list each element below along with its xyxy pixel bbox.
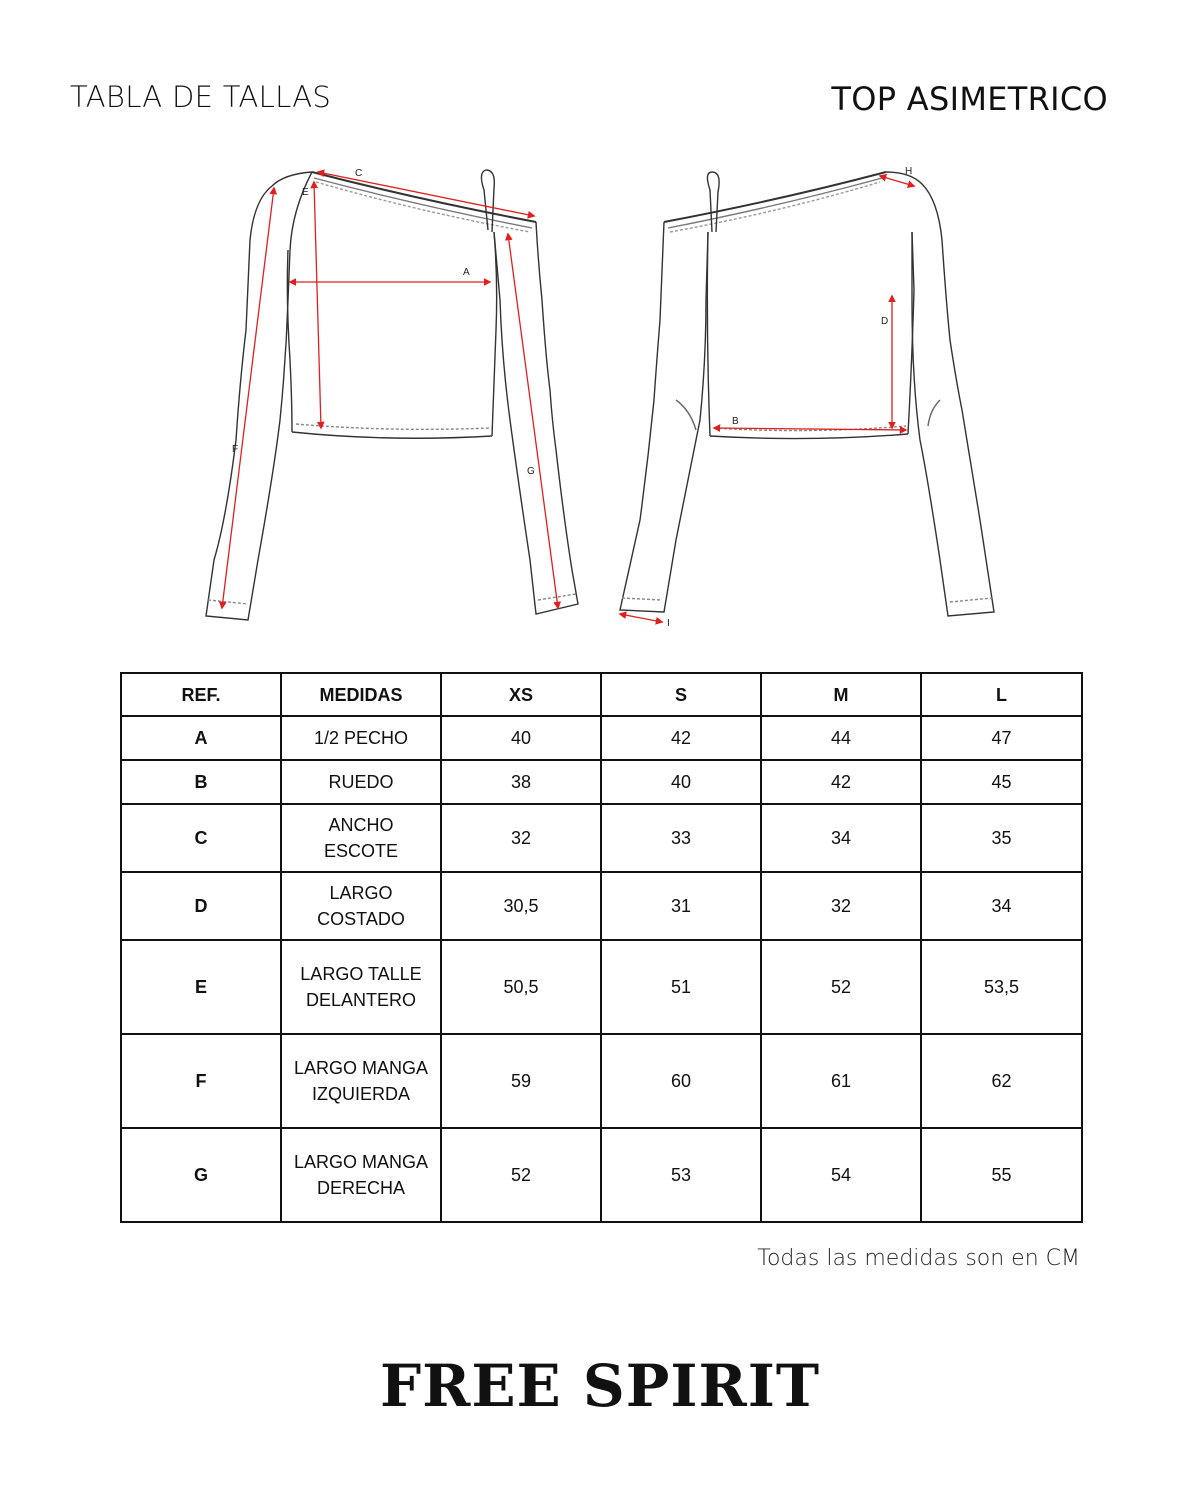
row-measure: LARGO COSTADO [281, 872, 441, 940]
table-row [121, 872, 1082, 940]
header-medidas: MEDIDAS [281, 673, 441, 716]
row-l: 45 [921, 760, 1082, 804]
row-m: 54 [761, 1128, 921, 1222]
garment-technical-drawing [0, 150, 1200, 640]
size-table [120, 672, 1083, 1223]
header-l: L [921, 673, 1082, 716]
brand-logo: FREE SPIRIT [379, 1352, 821, 1420]
row-m: 61 [761, 1034, 921, 1128]
label-h: H [905, 166, 913, 177]
row-l: 53,5 [921, 940, 1082, 1034]
row-xs: 38 [441, 760, 601, 804]
front-view [206, 170, 578, 620]
units-note: Todas las medidas son en CM [757, 1246, 1080, 1271]
row-measure: LARGO MANGA IZQUIERDA [281, 1034, 441, 1128]
row-m: 32 [761, 872, 921, 940]
row-s: 42 [601, 716, 761, 760]
back-view [620, 172, 994, 616]
label-a: A [463, 267, 470, 278]
back-measure-arrows [620, 176, 914, 622]
row-s: 33 [601, 804, 761, 872]
table-row [121, 760, 1082, 804]
table-row [121, 1034, 1082, 1128]
row-measure: LARGO MANGA DERECHA [281, 1128, 441, 1222]
label-e: E [302, 187, 309, 198]
row-ref: A [121, 716, 281, 760]
row-l: 47 [921, 716, 1082, 760]
label-c: C [355, 168, 363, 179]
size-chart-title: TABLA DE TALLAS [70, 80, 332, 114]
row-l: 35 [921, 804, 1082, 872]
row-measure: LARGO TALLE DELANTERO [281, 940, 441, 1034]
table-header-row [121, 673, 1082, 716]
row-m: 34 [761, 804, 921, 872]
table-row [121, 1128, 1082, 1222]
row-s: 60 [601, 1034, 761, 1128]
header-xs: XS [441, 673, 601, 716]
row-l: 34 [921, 872, 1082, 940]
row-ref: C [121, 804, 281, 872]
row-measure: RUEDO [281, 760, 441, 804]
row-l: 62 [921, 1034, 1082, 1128]
table-row [121, 940, 1082, 1034]
row-ref: G [121, 1128, 281, 1222]
row-s: 31 [601, 872, 761, 940]
row-xs: 59 [441, 1034, 601, 1128]
row-ref: B [121, 760, 281, 804]
row-m: 44 [761, 716, 921, 760]
label-g: G [527, 466, 535, 477]
header-m: M [761, 673, 921, 716]
product-title: TOP ASIMETRICO [831, 80, 1108, 118]
row-s: 40 [601, 760, 761, 804]
label-i: I [667, 618, 670, 629]
row-s: 53 [601, 1128, 761, 1222]
row-xs: 50,5 [441, 940, 601, 1034]
front-measure-arrows [222, 172, 558, 608]
row-m: 42 [761, 760, 921, 804]
label-d: D [881, 316, 889, 327]
row-measure: ANCHO ESCOTE [281, 804, 441, 872]
label-b: B [732, 416, 739, 427]
row-s: 51 [601, 940, 761, 1034]
header-ref: REF. [121, 673, 281, 716]
label-f: F [232, 444, 239, 455]
header-s: S [601, 673, 761, 716]
row-ref: E [121, 940, 281, 1034]
row-l: 55 [921, 1128, 1082, 1222]
row-m: 52 [761, 940, 921, 1034]
row-xs: 30,5 [441, 872, 601, 940]
row-ref: F [121, 1034, 281, 1128]
table-row [121, 804, 1082, 872]
row-ref: D [121, 872, 281, 940]
row-xs: 40 [441, 716, 601, 760]
table-row [121, 716, 1082, 760]
row-measure: 1/2 PECHO [281, 716, 441, 760]
row-xs: 32 [441, 804, 601, 872]
row-xs: 52 [441, 1128, 601, 1222]
